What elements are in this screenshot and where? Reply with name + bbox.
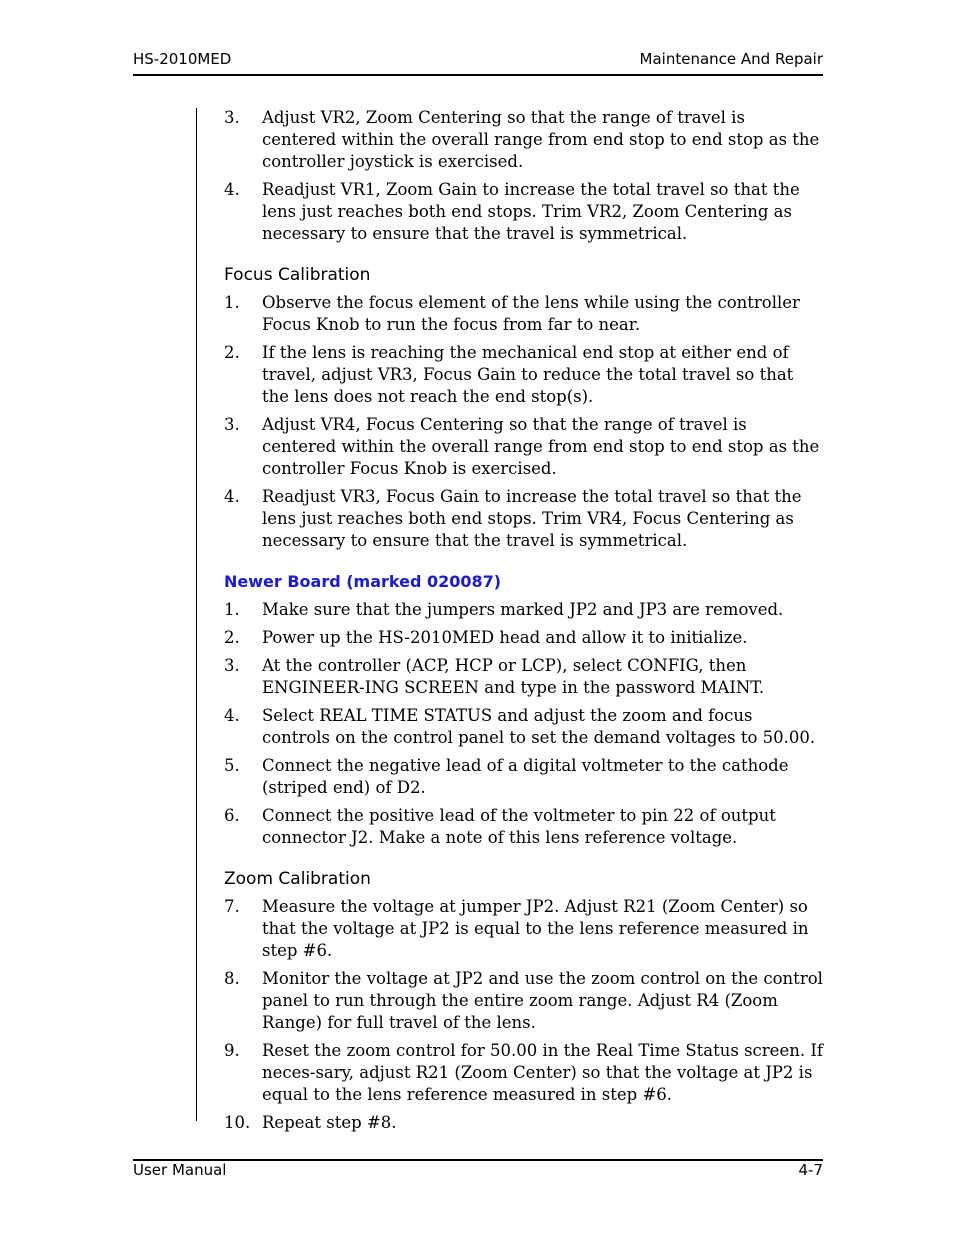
header-rule: [133, 74, 823, 76]
step-text: Select REAL TIME STATUS and adjust the zoom and focus controls on the control panel to set the demand voltages to 50.00.: [262, 706, 816, 747]
step-text: Monitor the voltage at JP2 and use the zoom control on the control panel to run through the entire zoom range. Adjust R4 (Zoom Range) for full travel of the lens.: [262, 969, 823, 1032]
newer-board-heading: Newer Board (marked 020087): [224, 572, 502, 591]
step-number: 7.: [224, 897, 240, 916]
step-text: At the controller (ACP, HCP or LCP), select CONFIG, then ENGINEER-ING SCREEN and type in the password MAINT.: [262, 656, 765, 697]
step-number: 8.: [224, 969, 240, 988]
list-item: [224, 292, 824, 336]
page-number: 4-7: [798, 1161, 823, 1179]
step-number: 3.: [224, 108, 240, 127]
list-item: [224, 896, 824, 962]
step-text: Adjust VR4, Focus Centering so that the range of travel is centered within the overall range from end stop to end stop as the controller Focus Knob is exercised.: [262, 415, 820, 478]
step-text: Measure the voltage at jumper JP2. Adjust R21 (Zoom Center) so that the voltage at JP2 is equal to the lens reference measured in step #6.: [262, 897, 809, 960]
page-footer: [133, 1161, 823, 1181]
list-item: [224, 755, 824, 799]
list-item: [224, 414, 824, 480]
step-number: 1.: [224, 293, 240, 312]
step-text: Repeat step #8.: [262, 1113, 397, 1132]
step-text: Make sure that the jumpers marked JP2 and JP3 are removed.: [262, 600, 784, 619]
step-text: If the lens is reaching the mechanical end stop at either end of travel, adjust VR3, Focus Gain to reduce the total travel so that the lens does not reach the end stop(s).: [262, 343, 794, 406]
step-number: 3.: [224, 656, 240, 675]
step-number: 1.: [224, 600, 240, 619]
step-text: Power up the HS-2010MED head and allow it to initialize.: [262, 628, 748, 647]
change-bar: [196, 108, 197, 1121]
list-item: [224, 805, 824, 849]
footer-doc-title: User Manual: [133, 1161, 227, 1179]
focus-steps-list: [224, 292, 824, 552]
step-number: 2.: [224, 628, 240, 647]
step-number: 2.: [224, 343, 240, 362]
zoom-steps-list: [224, 896, 824, 1134]
page-header: [133, 50, 823, 70]
newer-board-steps-list: [224, 599, 824, 849]
step-text: Readjust VR3, Focus Gain to increase the total travel so that the lens just reaches both end stops. Trim VR4, Focus Centering as necessary to ensure that the travel is symmetrical.: [262, 487, 802, 550]
step-number: 4.: [224, 180, 240, 199]
list-item: [224, 486, 824, 552]
step-text: Observe the focus element of the lens while using the controller Focus Knob to run the focus from far to near.: [262, 293, 800, 334]
zoom-calibration-heading: Zoom Calibration: [224, 869, 371, 889]
list-item: [224, 107, 824, 173]
list-item: [224, 1040, 824, 1106]
step-number: 3.: [224, 415, 240, 434]
step-number: 4.: [224, 487, 240, 506]
step-text: Connect the positive lead of the voltmeter to pin 22 of output connector J2. Make a note of this lens reference voltage.: [262, 806, 776, 847]
step-text: Reset the zoom control for 50.00 in the Real Time Status screen. If neces-sary, adjust R21 (Zoom Center) so that the voltage at JP2 is equal to the lens reference measured in step #6.: [262, 1041, 823, 1104]
step-number: 10.: [224, 1113, 251, 1132]
header-product: HS-2010MED: [133, 50, 232, 68]
step-number: 5.: [224, 756, 240, 775]
step-number: 6.: [224, 806, 240, 825]
focus-calibration-heading: Focus Calibration: [224, 265, 371, 285]
list-item: [224, 179, 824, 245]
list-item: [224, 1112, 824, 1134]
list-item: [224, 342, 824, 408]
step-number: 4.: [224, 706, 240, 725]
step-text: Adjust VR2, Zoom Centering so that the range of travel is centered within the overall range from end stop to end stop as the controller joystick is exercised.: [262, 108, 820, 171]
step-text: Connect the negative lead of a digital voltmeter to the cathode (striped end) of D2.: [262, 756, 789, 797]
steps-list-continued: [224, 107, 824, 245]
list-item: [224, 599, 824, 621]
step-number: 9.: [224, 1041, 240, 1060]
list-item: [224, 627, 824, 649]
header-chapter: Maintenance And Repair: [639, 50, 823, 68]
page-body: [224, 107, 824, 1140]
list-item: [224, 705, 824, 749]
list-item: [224, 968, 824, 1034]
list-item: [224, 655, 824, 699]
step-text: Readjust VR1, Zoom Gain to increase the total travel so that the lens just reaches both end stops. Trim VR2, Zoom Centering as necessary to ensure that the travel is symmetrical.: [262, 180, 800, 243]
